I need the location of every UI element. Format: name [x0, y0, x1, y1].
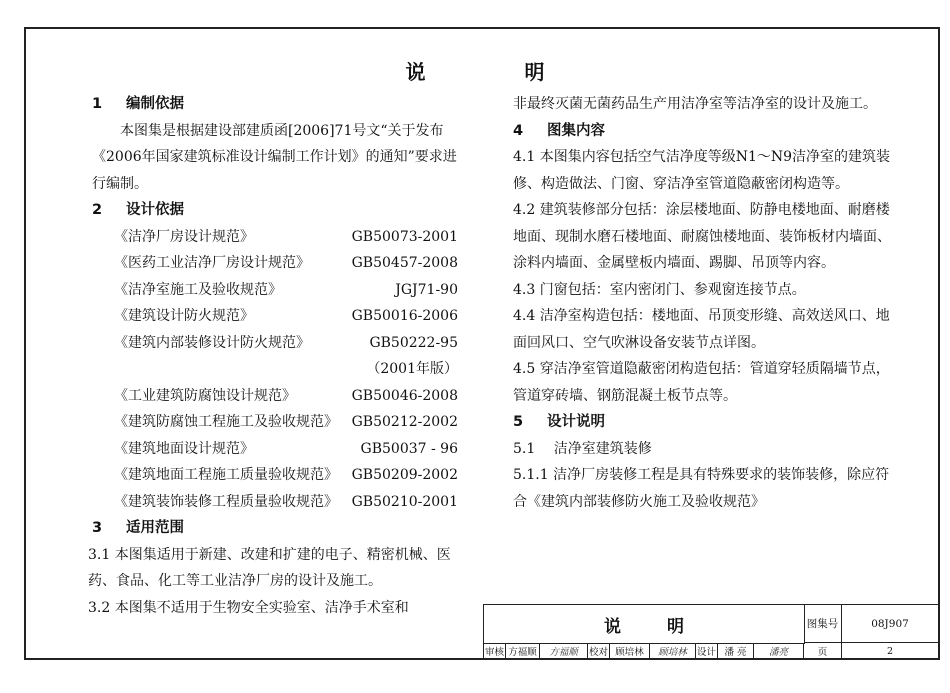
- standard-item: [92, 250, 470, 277]
- standard-item: [92, 462, 470, 489]
- section-1-text: 本图集是根据建设部建质函[2006]71号文“关于发布《2006年国家建筑标准设计编制工作计划》的通知”要求进行编制。: [92, 122, 457, 192]
- design-name: 潘 亮: [718, 643, 754, 660]
- section-5-1-1-text: 5.1.1 洁净厂房装修工程是具有特殊要求的装饰装修，除应符合《建筑内部装修防火施工及验收规范》: [513, 467, 890, 510]
- standard-code: GB50210-2001: [351, 493, 458, 510]
- standard-item: [92, 277, 470, 304]
- standard-version-text: （2001年版）: [366, 361, 458, 377]
- left-column: [88, 91, 470, 621]
- page-title: 说 明: [405, 60, 591, 84]
- standard-item: [92, 409, 470, 436]
- atlas-number-label: 图集号: [804, 605, 842, 643]
- standard-name: 《洁净室施工及验收规范》: [114, 281, 282, 298]
- page-label: 页: [804, 643, 842, 660]
- section-3-1-text: 3.1 本图集适用于新建、改建和扩建的电子、精密机械、医药、食品、化工等工业洁净厂房的设计及施工。: [88, 546, 451, 589]
- standard-code: GB50222-95: [369, 334, 458, 351]
- section-4-2-text: 4.2 建筑装修部分包括：涂层楼地面、防静电楼地面、耐磨楼地面、现制水磨石楼地面、耐腐蚀楼地面、装饰板材内墙面、涂料内墙面、金属壁板内墙面、踢脚、吊顶等内容。: [513, 202, 891, 271]
- standard-code: GB50016-2006: [351, 308, 458, 324]
- standard-code: GB50037 - 96: [360, 440, 458, 457]
- standard-name: 《洁净厂房设计规范》: [114, 228, 254, 245]
- standard-code: GB50073-2001: [351, 228, 458, 245]
- section-heading-2: [92, 197, 470, 224]
- section-title: 图集内容: [547, 122, 605, 139]
- standard-item: [92, 383, 470, 410]
- section-number: 3: [92, 520, 103, 536]
- standard-name: 《工业建筑防腐蚀设计规范》: [114, 387, 296, 404]
- standard-name: 《建筑装饰装修工程质量验收规范》: [114, 493, 338, 510]
- signature-row: [484, 643, 939, 660]
- check-name: 顾培林: [610, 643, 650, 660]
- check-label: 校对: [588, 643, 610, 660]
- standard-code: JGJ71-90: [395, 281, 458, 298]
- design-label: 设计: [696, 643, 718, 660]
- standard-name: 《建筑地面设计规范》: [114, 440, 254, 457]
- standard-name: 《建筑防腐蚀工程施工及验收规范》: [114, 414, 338, 430]
- review-name: 方福顺: [506, 643, 540, 660]
- check-signature: 顾培林: [650, 643, 696, 660]
- review-signature: 方福顺: [540, 643, 588, 660]
- standard-version: [92, 356, 470, 383]
- section-3-2-text: 3.2 本图集不适用于生物安全实验室、洁净手术室和: [88, 599, 409, 616]
- design-signature: 潘亮: [754, 643, 804, 660]
- section-title: 适用范围: [126, 520, 184, 536]
- standard-name: 《医药工业洁净厂房设计规范》: [114, 255, 310, 271]
- section-number: 2: [92, 202, 103, 218]
- section-heading-1: [92, 91, 470, 118]
- standard-item: [92, 330, 470, 357]
- section-4-4-text: 4.4 洁净室构造包括：楼地面、吊顶变形缝、高效送风口、地面回风口、空气吹淋设备安装节点详图。: [513, 308, 890, 351]
- section-4-3-text: 4.3 门窗包括：室内密闭门、参观窗连接节点。: [513, 281, 806, 298]
- standard-item: [92, 224, 470, 251]
- section-number: 5: [513, 414, 524, 430]
- standard-item: [92, 436, 470, 463]
- section-title: 设计说明: [547, 414, 605, 430]
- standard-name: 《建筑设计防火规范》: [114, 308, 254, 324]
- section-heading-4: [513, 118, 897, 145]
- section-heading-5: [513, 409, 897, 436]
- section-number: 4: [513, 122, 524, 139]
- standard-item: [92, 303, 470, 330]
- section-5-1-text: 5.1 洁净室建筑装修: [513, 440, 652, 457]
- section-number: 1: [92, 96, 103, 112]
- standard-code: GB50209-2002: [351, 467, 458, 483]
- section-heading-3: [92, 515, 470, 542]
- standard-name: 《建筑地面工程施工质量验收规范》: [114, 467, 338, 483]
- standard-item: [92, 489, 470, 516]
- section-4-1-text: 4.1 本图集内容包括空气洁净度等级N1～N9洁净室的建筑装修、构造做法、门窗、穿洁净室管道隐蔽密闭构造等。: [513, 149, 891, 192]
- title-block: [483, 604, 940, 660]
- section-title: 设计依据: [126, 202, 184, 218]
- standard-name: 《建筑内部装修设计防火规范》: [114, 334, 310, 351]
- right-column: [513, 91, 897, 515]
- title-block-name: 说 明: [484, 605, 805, 644]
- review-label: 审核: [484, 643, 506, 660]
- standard-code: GB50457-2008: [351, 255, 458, 271]
- atlas-number: 08J907: [842, 605, 939, 643]
- section-4-5-text: 4.5 穿洁净室管道隐蔽密闭构造包括：管道穿轻质隔墙节点，管道穿砖墙、钢筋混凝土板节点等。: [513, 361, 890, 404]
- page-number: 2: [842, 643, 939, 660]
- continued-text: 非最终灭菌无菌药品生产用洁净室等洁净室的设计及施工。: [513, 96, 877, 112]
- standard-code: GB50212-2002: [351, 414, 458, 430]
- standard-code: GB50046-2008: [351, 387, 458, 404]
- section-title: 编制依据: [126, 96, 184, 112]
